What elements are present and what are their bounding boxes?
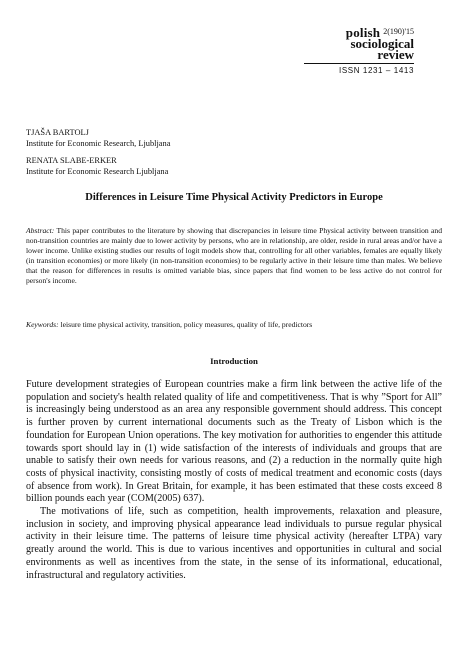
keywords-text: leisure time physical activity, transition, policy measures, quality of life, predictors bbox=[58, 320, 313, 329]
author-entry bbox=[26, 155, 442, 177]
journal-issue: 2(190)'15 bbox=[383, 27, 414, 36]
abstract-label: Abstract: bbox=[26, 226, 55, 235]
author-entry bbox=[26, 127, 442, 149]
keywords bbox=[26, 320, 442, 330]
journal-title-line3: review bbox=[377, 47, 414, 62]
paper-title: Differences in Leisure Time Physical Activity Predictors in Europe bbox=[85, 192, 383, 203]
author-name: TJAŠA BARTOLJ bbox=[26, 128, 89, 137]
author-affiliation: Institute for Economic Research Ljubljana bbox=[26, 167, 169, 176]
body-text bbox=[26, 379, 442, 582]
author-name: RENATA SLABE-ERKER bbox=[26, 156, 117, 165]
section-heading-introduction: Introduction bbox=[210, 356, 258, 366]
author-affiliation: Institute for Economic Research, Ljubljana bbox=[26, 139, 171, 148]
journal-title-line2: sociological bbox=[350, 36, 414, 51]
journal-masthead bbox=[304, 27, 414, 75]
abstract-text: This paper contributes to the literature by showing that discrepancies in leisure time Physical activity between transition and non-transition countries are mainly due to lower activity by persons, who are in relationship, are older, reside in rural areas and/or have a lower income. Unlike existing studies our results of logit models show that, controlling for all other variables, females are equally likely (in transition economies) or more likely (in non-transition economies) to be regularly active in their leisure time than males. We believe that the reason for differences in results is omitted variable bias, since papers that find women to be less active do not control for person's income. bbox=[26, 226, 442, 286]
abstract bbox=[26, 226, 442, 287]
body-paragraph: Future development strategies of European countries make a firm link between the active life of the population and society's health related quality of life and competitiveness. That is why ”Sport for All” is increasingly being understood as an area any responsible government should address. This concept is further proven by current international documents such as the Treaty of Lisbon which is the foundation for European Union operations. The key motivation for authorities to engender this attitude towards sport should lay in (1) wide satisfaction of the interests of individuals and groups that are unable to satisfy their own needs for various reasons, and (2) a reduction in the normally quite high costs of physical inactivity, consisting mostly of costs of medical treatment and economic costs (days of absence from work). In Great Britain, for example, it has been estimated that these costs exceed 8 billion pounds each year (COM(2005) 637). bbox=[26, 379, 442, 505]
keywords-label: Keywords: bbox=[26, 320, 59, 329]
journal-issn: ISSN 1231 – 1413 bbox=[339, 66, 414, 75]
body-paragraph: The motivations of life, such as competition, health improvements, relaxation and pleasure, inclusion in society, and improving physical appearance lead individuals to pursue regular physical activity in their leisure time. The patterns of leisure time physical activity (hereafter LTPA) vary greatly around the world. This is due to various incentives and opportunities in cultural and social environments as well as incentives from the state, in the sense of its informational, educational, infrastructural and regulatory activities. bbox=[26, 506, 442, 581]
author-list bbox=[26, 127, 442, 183]
masthead-divider bbox=[304, 63, 414, 64]
journal-title-line1: polish bbox=[345, 25, 381, 40]
